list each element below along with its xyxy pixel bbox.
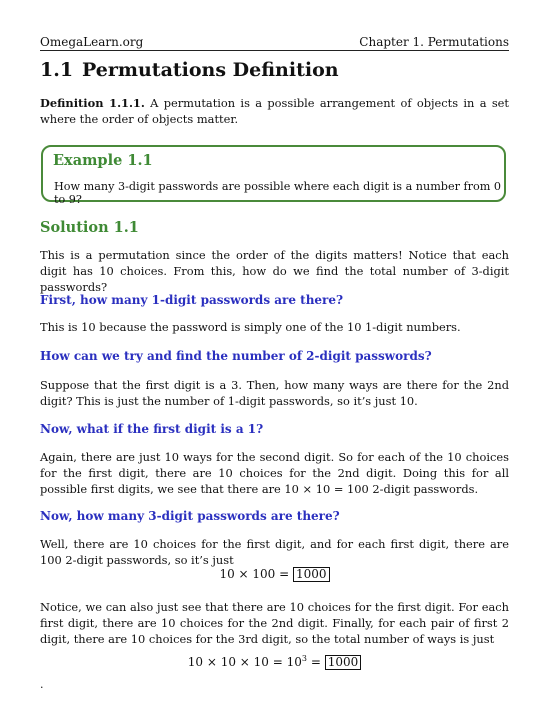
- section-title-text: Permutations Definition: [82, 59, 339, 81]
- definition-label: Definition 1.1.1.: [40, 96, 145, 110]
- header-site: OmegaLearn.org: [40, 35, 144, 49]
- definition-text: A permutation is a possible arrangement of objects in a set where the order of objects matter.: [40, 96, 509, 126]
- equation-2-equals: =: [307, 655, 325, 669]
- equation-2-answer-box: 1000: [325, 655, 362, 670]
- section-title: [40, 58, 339, 82]
- equation-2-lhs: 10 × 10 × 10 = 10: [187, 655, 302, 669]
- running-header: [40, 34, 509, 51]
- solution-intro: This is a permutation since the order of the digits matters! Notice that each digit has 10 choices. From this, how do we find the total number of 3-digit passwords?: [40, 248, 509, 294]
- answer-4: Well, there are 10 choices for the first digit, and for each first digit, there are 100 2-digit passwords, so it’s just: [40, 537, 509, 567]
- answer-5: Notice, we can also just see that there are 10 choices for the first digit. For each first digit, there are 10 choices for the 2nd digit. Finally, for each pair of first 2 digit, there are 10 choices for the 3rd digit, so the total number of ways is just: [40, 600, 509, 646]
- answer-3: Again, there are just 10 ways for the second digit. So for each of the 10 choices for the first digit, there are 10 choices for the 2nd digit. Doing this for all possible first digits, we see that there are 10 × 10 = 100 2-digit passwords.: [40, 450, 509, 496]
- question-4: Now, how many 3-digit passwords are there?: [40, 509, 340, 523]
- example-box: [41, 145, 506, 206]
- equation-1-lhs: 10 × 100 =: [219, 567, 290, 581]
- question-1: First, how many 1-digit passwords are there?: [40, 293, 344, 307]
- example-title: Example 1.1: [53, 152, 153, 169]
- example-text: How many 3-digit passwords are possible where each digit is a number from 0 to 9?: [54, 180, 502, 206]
- question-2: How can we try and find the number of 2-digit passwords?: [40, 349, 432, 363]
- question-3: Now, what if the first digit is a 1?: [40, 422, 264, 436]
- trailing-dot: .: [40, 678, 44, 691]
- equation-1: [40, 566, 509, 582]
- solution-title: Solution 1.1: [40, 219, 139, 236]
- equation-1-answer-box: 1000: [293, 567, 330, 582]
- answer-2: Suppose that the first digit is a 3. Then, how many ways are there for the 2nd digit? This is just the number of 1-digit passwords, so it’s just 10.: [40, 378, 509, 408]
- section-number: 1.1: [40, 59, 74, 81]
- equation-2: [40, 651, 509, 670]
- answer-1: This is 10 because the password is simply one of the 10 1-digit numbers.: [40, 320, 461, 334]
- definition: [40, 95, 509, 127]
- header-chapter: Chapter 1. Permutations: [359, 35, 509, 49]
- equation-2-exponent: 3: [301, 654, 307, 663]
